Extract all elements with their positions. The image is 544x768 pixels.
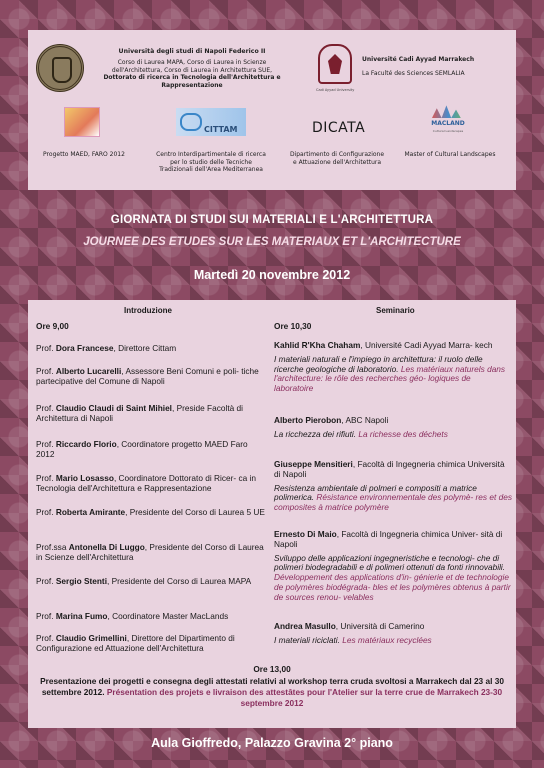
cadi-logo-caption: Cadi Ayyad University bbox=[316, 88, 355, 92]
macland-caption: Master of Cultural Landscapes bbox=[404, 151, 496, 158]
event-venue: Aula Gioffredo, Palazzo Gravina 2° piano bbox=[151, 736, 393, 750]
cadi-university-name: Université Cadi Ayyad Marrakech bbox=[362, 56, 475, 63]
intro-speaker: Prof. Marina Fumo, Coordinatore Master MacLands bbox=[36, 611, 229, 621]
cittam-mark-icon bbox=[180, 113, 202, 131]
seminar-talk: Alberto Pierobon, ABC Napoli La ricchezza dei rifiuti. La richesse des déchets bbox=[274, 415, 448, 439]
closing-text: Presentazione dei progetti e consegna degli attestati relativi al workshop terra cruda svoltosi a Marrakech dal 23 al 30 settembre 2012. Présentation des projets e livraison des attestâtes pour l'Atelier sur la terre crue de Marrakech 23-30 septembre 2012 bbox=[40, 676, 504, 708]
cadi-faculty-name: La Faculté des Sciences SEMLALIA bbox=[362, 70, 465, 77]
seminar-talk: Giuseppe Mensitieri, Facoltà di Ingegneria chimica Università di Napoli Resistenza ambientale di polmeri e compositi a matrice polimerica. Résistance environnementale des polymè- res et des composites à matrice polymère bbox=[274, 459, 512, 513]
intro-speaker: Prof. Claudio Grimellini, Direttore del Dipartimento di Configurazione ed Attuazione dell'Architettura bbox=[36, 633, 235, 653]
intro-speaker: Prof.ssa Antonella Di Luggo, Presidente del Corso di Laurea in Scienze dell'Architettura bbox=[36, 542, 264, 562]
maed-caption: Progetto MAED, FARO 2012 bbox=[43, 151, 125, 158]
cittam-caption: Centro Interdipartimentale di ricerca per lo studio delle Tecniche Tradizionali dell'Area Mediterranea bbox=[156, 151, 266, 173]
cittam-logo-text: CITTAM bbox=[204, 125, 238, 134]
seminar-talk: Kahlid R'Kha Chaham, Université Cadi Ayyad Marra- kech I materiali naturali e l'impiego in architettura: il ruolo delle ricerche geologiche di laboratorio. Les matériaux naturels dans l'architecture: le rôle des recherches géo- logiques de laboratoire bbox=[274, 340, 506, 394]
intro-speaker: Prof. Roberta Amirante, Presidente del Corso di Laurea 5 UE bbox=[36, 507, 265, 517]
maed-logo-icon bbox=[64, 107, 100, 137]
event-date: Martedì 20 novembre 2012 bbox=[193, 268, 351, 282]
seminar-heading: Seminario bbox=[376, 306, 415, 315]
dicata-caption: Dipartimento di Configurazione e Attuazione dell'Architettura bbox=[289, 151, 385, 166]
intro-speaker: Prof. Sergio Stenti, Presidente del Corso di Laurea MAPA bbox=[36, 576, 252, 586]
macland-logo-icon: MACLAND Cultural Landscapes bbox=[428, 100, 468, 136]
intro-speaker: Prof. Riccardo Florio, Coordinatore progetto MAED Faro 2012 bbox=[36, 439, 248, 459]
intro-speaker: Prof. Claudio Claudi di Saint Mihiel, Preside Facoltà di Architettura di Napoli bbox=[36, 403, 244, 423]
event-title-italian: GIORNATA DI STUDI SUI MATERIALI E L'ARCHITETTURA bbox=[110, 214, 434, 226]
intro-speaker: Prof. Mario Losasso, Coordinatore Dottorato di Ricer- ca in Tecnologia dell'Architettura e Rappresentazione bbox=[36, 473, 256, 493]
seminar-time: Ore 10,30 bbox=[274, 321, 312, 331]
cadi-ayyad-logo-icon bbox=[318, 44, 352, 84]
intro-heading: Introduzione bbox=[124, 306, 172, 315]
event-title-french: JOURNEE DES ETUDES SUR LES MATERIAUX ET L'ARCHITECTURE bbox=[83, 236, 461, 248]
naples-university-seal-icon bbox=[36, 44, 84, 92]
closing-time: Ore 13,00 bbox=[253, 664, 291, 674]
dicata-logo: DICATA bbox=[312, 120, 366, 136]
naples-university-name: Università degli studi di Napoli Federico II bbox=[118, 48, 266, 55]
seminar-talk: Andrea Masullo, Università di Camerino I materiali riciclati. Les matériaux recyclées bbox=[274, 621, 432, 645]
intro-speaker: Prof. Alberto Lucarelli, Assessore Beni Comuni e poli- tiche partecipative del Comune di Napoli bbox=[36, 366, 259, 386]
intro-speaker: Prof. Dora Francese, Direttore Cittam bbox=[36, 343, 177, 353]
intro-time: Ore 9,00 bbox=[36, 321, 69, 331]
seminar-talk: Ernesto Di Maio, Facoltà di Ingegneria chimica Univer- sità di Napoli Sviluppo delle applicazioni ingegneristiche e tecnologi- che di polimeri biodegradabili e di polimeri ottenuti da fonti rinnovabili. Développement des applications d'in- génierie et de technologie de polymères biodégrada- bles et les polymères obtenus à partir de sources renou- velables bbox=[274, 529, 511, 602]
naples-courses: Corso di Laurea MAPA, Corso di Laurea in Scienze dell'Architettura, Corso di Laurea in Architettura SUE, Dottorato di ricerca in Tecnologia dell'Architettura e Rappresentazione bbox=[103, 59, 281, 89]
